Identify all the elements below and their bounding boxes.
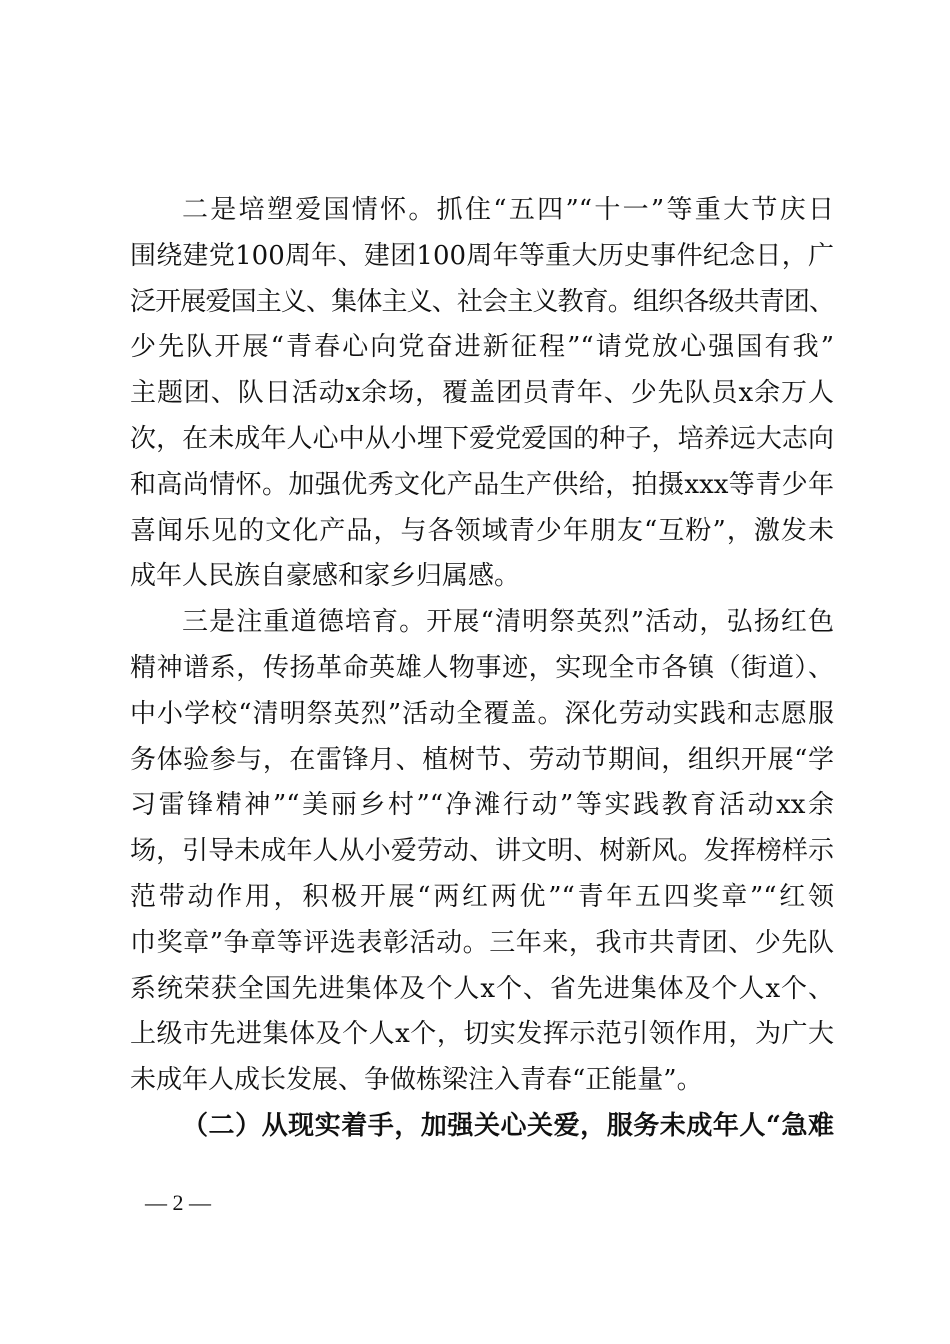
section-heading: （二）从现实着手，加强关心关爱，服务未成年人“急难: [182, 1110, 834, 1141]
text-line: 泛开展爱国主义、集体主义、社会主义教育。组织各级共青团、: [130, 286, 834, 317]
text-line: 巾奖章”争章等评选表彰活动。三年来，我市共青团、少先队: [130, 927, 834, 958]
text-line: 未成年人成长发展、争做栋梁注入青春“正能量”。: [130, 1065, 703, 1096]
text-line: 围绕建党100周年、建团100周年等重大历史事件纪念日，广: [130, 240, 834, 271]
text-line: 和高尚情怀。加强优秀文化产品生产供给，拍摄xxx等青少年: [130, 469, 834, 500]
text-line: 精神谱系，传扬革命英雄人物事迹，实现全市各镇（街道）、: [130, 652, 834, 683]
text-line: 成年人民族自豪感和家乡归属感。: [130, 561, 521, 592]
text-line: 少先队开展“青春心向党奋进新征程”“请党放心强国有我”: [130, 332, 834, 363]
text-line: 次，在未成年人心中从小埋下爱党爱国的种子，培养远大志向: [130, 423, 834, 454]
text-line: 场，引导未成年人从小爱劳动、讲文明、树新风。发挥榜样示: [130, 836, 834, 867]
paragraph-patriotism: [130, 188, 834, 600]
text-line: 喜闻乐见的文化产品，与各领域青少年朋友“互粉”，激发未: [130, 515, 834, 546]
text-line: 务体验参与，在雷锋月、植树节、劳动节期间，组织开展“学: [130, 744, 834, 775]
text-line: 主题团、队日活动x余场，覆盖团员青年、少先队员x余万人: [130, 378, 834, 409]
text-line: 中小学校“清明祭英烈”活动全覆盖。深化劳动实践和志愿服: [130, 698, 834, 729]
text-body: [130, 188, 834, 1150]
text-line: 范带动作用，积极开展“两红两优”“青年五四奖章”“红领: [130, 881, 834, 912]
page-number: — 2 —: [145, 1190, 211, 1215]
text-line: 系统荣获全国先进集体及个人x个、省先进集体及个人x个、: [130, 973, 834, 1004]
text-line: 三是注重道德培育。开展“清明祭英烈”活动，弘扬红色: [182, 607, 834, 638]
text-line: 习雷锋精神”“美丽乡村”“净滩行动”等实践教育活动xx余: [130, 790, 834, 821]
text-line: 上级市先进集体及个人x个，切实发挥示范引领作用，为广大: [130, 1019, 834, 1050]
text-line: 二是培塑爱国情怀。抓住“五四”“十一”等重大节庆日: [182, 195, 834, 225]
paragraph-moral-education: [130, 600, 834, 1104]
